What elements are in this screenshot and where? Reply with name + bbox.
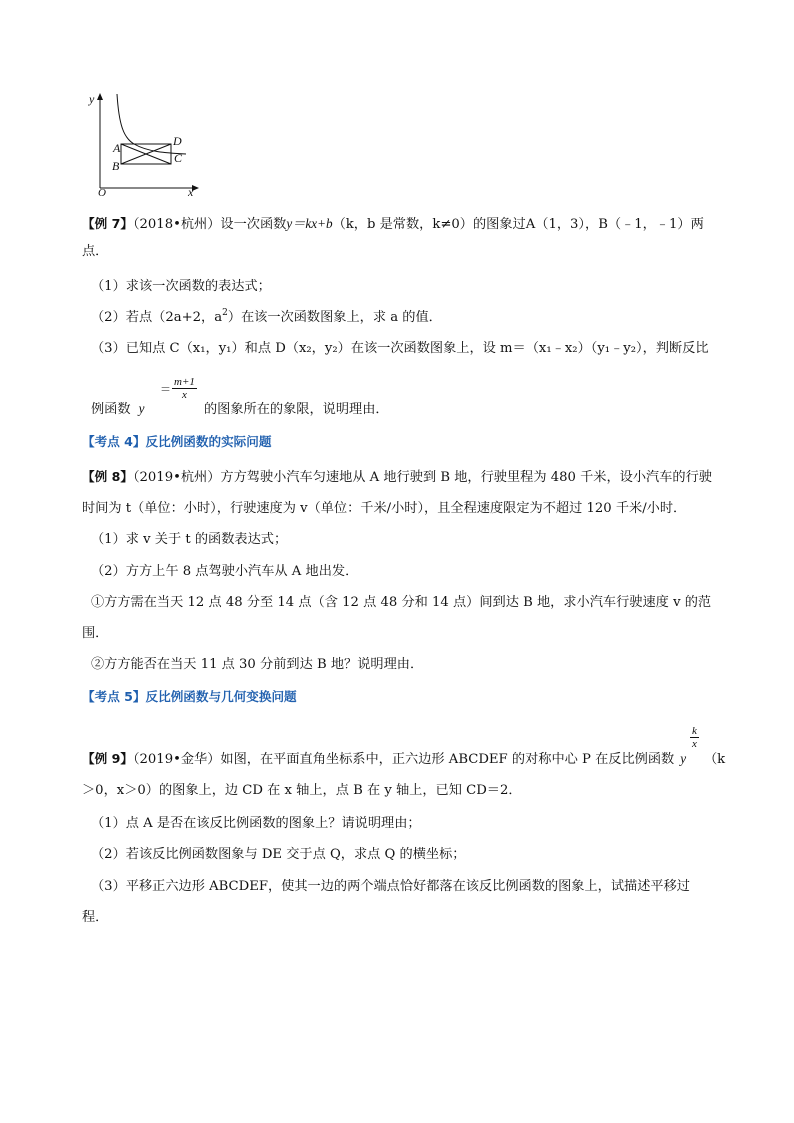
label-y: y	[89, 92, 95, 106]
ex7-q3b: 例函数 y	[91, 401, 145, 417]
label-o: O	[98, 187, 106, 196]
ex8-tag: 【例 8】	[82, 469, 133, 484]
ex8-line2: 时间为 t（单位：小时），行驶速度为 v（单位：千米/小时），且全程速度限定为不超过 120 千米/小时．	[82, 501, 687, 516]
label-b: B	[112, 159, 120, 173]
ex7-eq-sign: ＝	[160, 383, 171, 396]
ex9-tag: 【例 9】	[82, 751, 133, 766]
ex9-q2: （2）若该反比例函数图象与 DE 交于点 Q，求点 Q 的横坐标；	[91, 847, 466, 862]
ex7-q1: （1）求该一次函数的表达式；	[91, 279, 271, 294]
ex9-q3b: 程．	[82, 910, 109, 925]
ex7-tag: 【例 7】	[82, 216, 133, 231]
ex9-fraction: $\frac{k}{x}$	[692, 725, 697, 750]
ex7-line1: 【例 7】（2018•杭州）设一次函数y＝kx+b（k，b 是常数，k≠0）的图象过A（1，3），B（﹣1，﹣1）两	[82, 216, 704, 232]
label-a: A	[113, 141, 121, 155]
ex8-q1: （1）求 v 关于 t 的函数表达式；	[91, 532, 288, 547]
ex8-s1a: ①方方需在当天 12 点 48 分至 14 点（含 12 点 48 分和 14 点）间到达 B 地，求小汽车行驶速度 v 的范	[91, 595, 712, 610]
label-x: x	[188, 185, 194, 196]
label-d: D	[173, 134, 182, 148]
kd5-title: 【考点 5】反比例函数与几何变换问题	[82, 689, 297, 704]
ex9-line1-end: （k	[704, 752, 726, 767]
ex7-q3b-post: 的图象所在的象限，说明理由．	[204, 402, 389, 417]
label-c: C	[174, 151, 183, 165]
ex8-s1b: 围．	[82, 626, 109, 641]
ex8-line1: 【例 8】（2019•杭州）方方驾驶小汽车匀速地从 A 地行驶到 B 地，行驶里程为 480 千米，设小汽车的行驶	[82, 469, 712, 485]
ex9-line2: ＞0，x＞0）的图象上，边 CD 在 x 轴上，点 B 在 y 轴上，已知 CD＝2．	[82, 783, 522, 798]
ex8-s2: ②方方能否在当天 11 点 30 分前到达 B 地？说明理由．	[91, 657, 424, 672]
kd4-title: 【考点 4】反比例函数的实际问题	[82, 434, 272, 449]
ex7-line1-end: 点．	[82, 244, 109, 259]
ex7-q3: （3）已知点 C（x₁，y₁）和点 D（x₂，y₂）在该一次函数图象上，设 m＝（x₁﹣x₂）（y₁﹣y₂），判断反比	[91, 341, 709, 356]
hyperbola-figure	[86, 90, 206, 196]
y-axis-arrow	[97, 93, 103, 100]
ex7-q2: （2）若点（2a+2，$a^2$）在该一次函数图象上，求 a 的值．	[91, 308, 442, 325]
ex7-fraction: $\frac{m+1}{x}$	[174, 376, 195, 401]
ex9-q1: （1）点 A 是否在该反比例函数的图象上？请说明理由；	[91, 816, 421, 831]
ex9-q3a: （3）平移正六边形 ABCDEF，使其一边的两个端点恰好都落在该反比例函数的图象上，试描述平移过	[91, 879, 690, 894]
ex9-line1: 【例 9】（2019•金华）如图，在平面直角坐标系中，正六边形 ABCDEF 的对称中心 P 在反比例函数 y	[82, 751, 687, 767]
ex8-q2: （2）方方上午 8 点驾驶小汽车从 A 地出发．	[91, 564, 359, 579]
